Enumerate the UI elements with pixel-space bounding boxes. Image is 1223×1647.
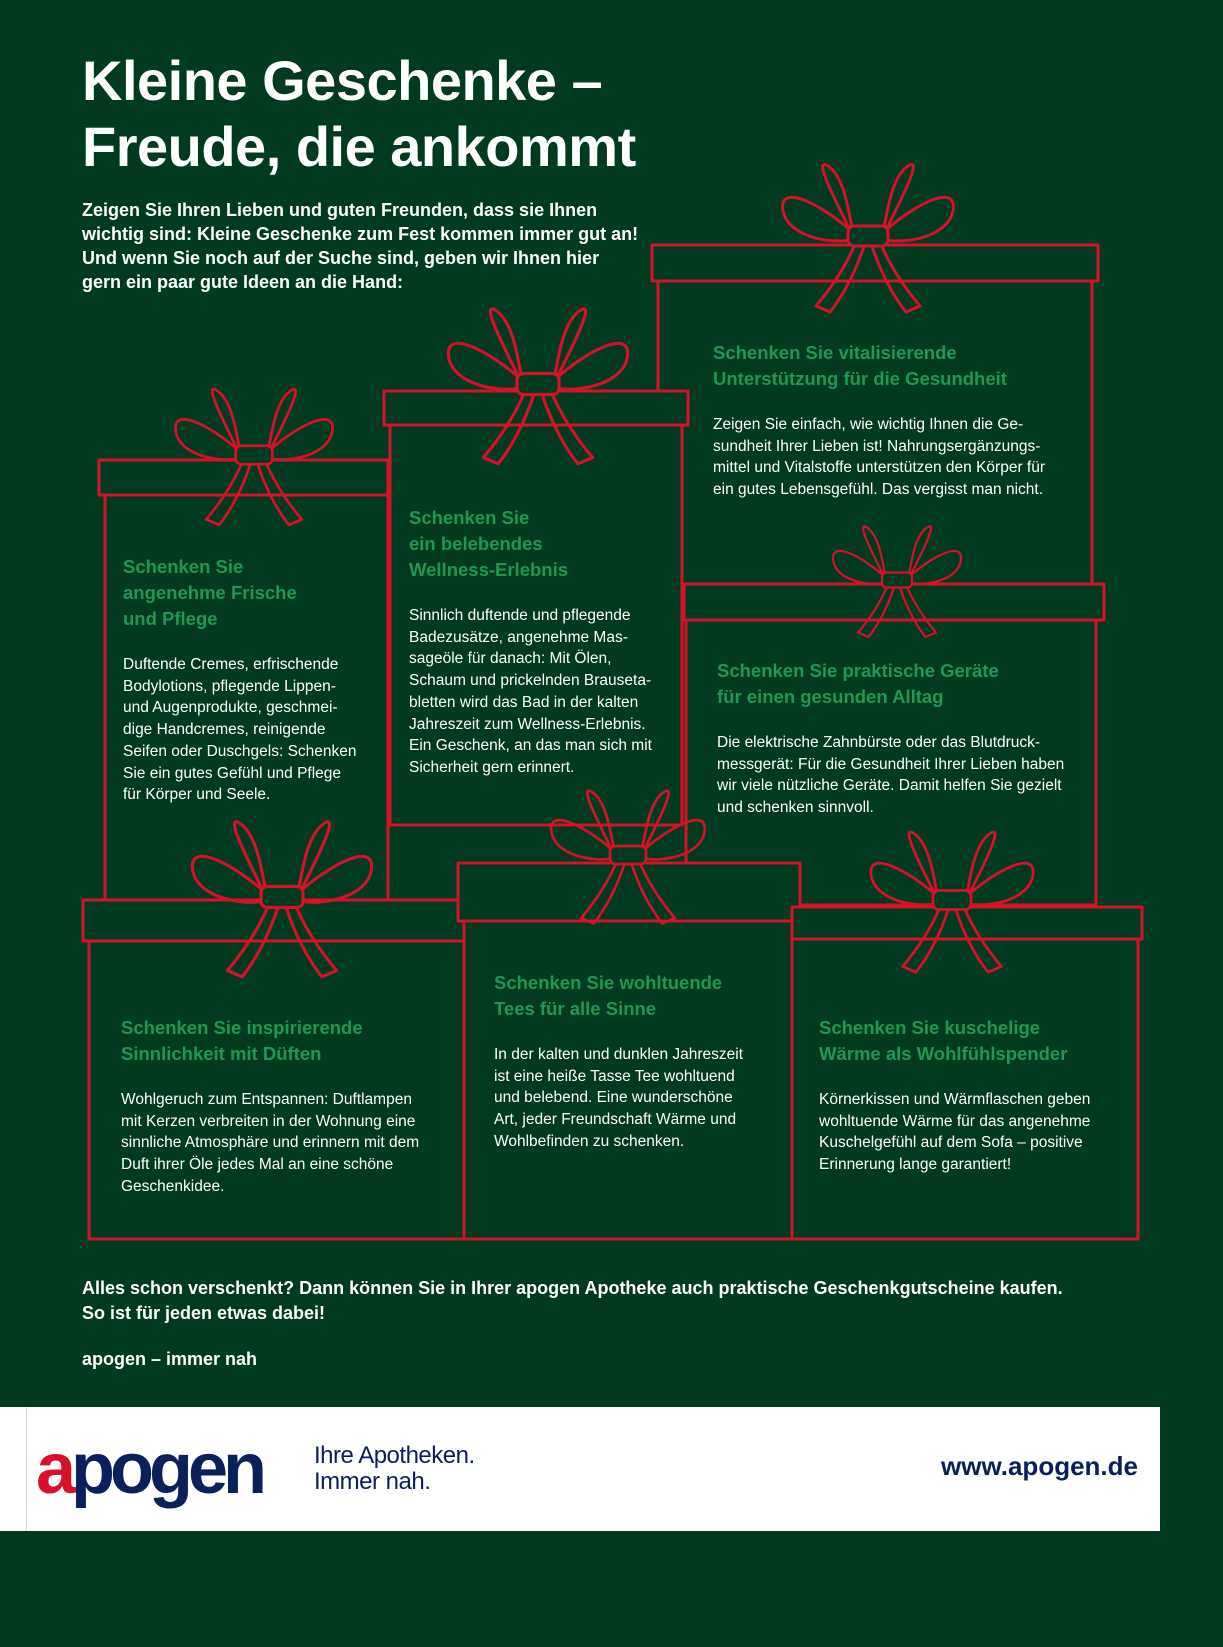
text-line: Ein Geschenk, an das man sich mit (409, 737, 652, 755)
gift-text (717, 732, 1117, 819)
gift-lid-outline (384, 391, 688, 425)
heading-line: Schenken Sie kuschelige (819, 1017, 1041, 1038)
gift-heading (819, 1015, 1149, 1067)
title-line-1: Kleine Geschenke – (82, 49, 603, 112)
gift-geraete (717, 658, 1117, 819)
tagline-line: Immer nah. (314, 1468, 431, 1495)
text-line: sageöle für danach: Mit Ölen, (409, 650, 612, 668)
text-line: mittel und Vitalstoffe unterstützen den Körper für (713, 459, 1046, 477)
heading-line: angenehme Frische (123, 582, 297, 603)
text-line: Zeigen Sie einfach, wie wichtig Ihnen die Ge- (713, 416, 1024, 433)
bow-loop (271, 419, 333, 459)
text-line: ist eine heiße Tasse Tee wohltuend (494, 1067, 735, 1085)
text-line: sundheit Ihrer Lieben ist! Nahrungsergänzungs- (713, 437, 1041, 455)
text-line: Kuschelgefühl auf dem Sofa – positive (819, 1134, 1083, 1152)
text-line: ein gutes Lebensgefühl. Das vergisst man nicht. (713, 481, 1043, 499)
bow-knot (848, 226, 888, 246)
heading-line: Sinnlichkeit mit Düften (121, 1043, 322, 1064)
gift-text (494, 1044, 784, 1153)
bow-loop (175, 419, 237, 459)
voucher-line: Alles schon verschenkt? Dann können Sie in Ihrer apogen Apotheke auch praktische Geschenkgutscheine kaufen. (82, 1278, 1063, 1298)
brand-banner (0, 1407, 1160, 1531)
voucher-line: So ist für jeden etwas dabei! (82, 1303, 326, 1323)
bow-knot (236, 446, 273, 464)
heading-line: Schenken Sie wohltuende (494, 972, 723, 993)
text-line: Duft ihrer Öle jedes Mal an eine schöne (121, 1156, 394, 1174)
gift-text (121, 1089, 451, 1198)
text-line: Duftende Cremes, erfrischende (123, 656, 339, 673)
title-line-2: Freude, die ankommt (82, 115, 636, 178)
gift-text (409, 605, 679, 779)
gift-waerme (819, 1015, 1149, 1176)
text-line: Seifen oder Duschgels: Schenken (123, 742, 357, 760)
heading-line: Schenken Sie (409, 507, 530, 528)
text-line: dige Handcremes, reinigende (123, 721, 326, 739)
gift-heading (121, 1015, 451, 1067)
gift-lid-outline (458, 863, 800, 921)
text-line: Jahreszeit zum Wellness-Erlebnis. (409, 715, 646, 733)
heading-line: Schenken Sie inspirierende (121, 1017, 363, 1038)
bow-loop (886, 197, 953, 241)
heading-line: und Pflege (123, 608, 218, 629)
intro-text: Zeigen Sie Ihren Lieben und guten Freunden, dass sie Ihnen wichtig sind: Kleine Geschenke zum Fest kommen immer gut an! Und wenn Sie noch auf der Suche sind, geben wir Ihnen hier gern ein paar gute Ideen an die Hand: (82, 200, 639, 292)
bow-knot (610, 846, 646, 864)
bow-loop (557, 343, 628, 389)
gift-vitalstoffe (713, 340, 1113, 501)
heading-line: Wärme als Wohlfühlspender (819, 1043, 1068, 1064)
heading-line: Schenken Sie praktische Geräte (717, 660, 999, 681)
text-line: für Körper und Seele. (123, 786, 271, 804)
tagline-line: Ihre Apotheken. (314, 1442, 475, 1469)
text-line: Sie ein gutes Gefühl und Pflege (123, 764, 342, 782)
text-line: sinnliche Atmosphäre und erinnern mit dem (121, 1134, 420, 1152)
text-line: mit Kerzen verbreiten in der Wohnung eine (121, 1112, 416, 1130)
text-line: wohltuende Wärme für das angenehme (819, 1112, 1091, 1130)
text-line: Erinnerung lange garantiert! (819, 1156, 1012, 1174)
text-line: und belebend. Eine wunderschöne (494, 1089, 733, 1107)
brand-tagline (314, 1443, 475, 1495)
gift-heading (494, 970, 784, 1022)
logo-letter-a: a (36, 1429, 72, 1509)
text-line: messgerät: Für die Gesundheit Ihrer Lieben haben (717, 755, 1065, 773)
gift-heading (409, 505, 679, 583)
website-link[interactable]: www.apogen.de (941, 1451, 1138, 1481)
gift-text (819, 1089, 1149, 1176)
heading-line: Schenken Sie vitalisierende (713, 342, 957, 363)
heading-line: für einen gesunden Alltag (717, 686, 944, 707)
text-line: Körnerkissen und Wärmflaschen geben (819, 1091, 1091, 1108)
page-title (82, 48, 636, 180)
text-line: Sinnlich duftende und pflegende (409, 607, 631, 624)
gift-text (713, 414, 1113, 501)
heading-line: ein belebendes (409, 533, 543, 554)
logo-wordmark: pogen (71, 1429, 263, 1509)
bow-loop (448, 343, 519, 389)
heading-line: Unterstützung für die Gesundheit (713, 368, 1007, 389)
gift-text (123, 654, 388, 806)
apogen-logo (36, 1429, 262, 1509)
text-line: Badezusätze, angenehme Mas- (409, 628, 628, 646)
text-line: Art, jeder Freundschaft Wärme und (494, 1111, 737, 1129)
text-line: Geschenkidee. (121, 1177, 225, 1195)
text-line: Die elektrische Zahnbürste oder das Blutdruck- (717, 734, 1041, 751)
text-line: Wohlbefinden zu schenken. (494, 1132, 685, 1150)
text-line: bletten wird das Bad in der kalten (409, 693, 639, 711)
bow-knot (933, 891, 971, 910)
claim: apogen – immer nah (82, 1349, 258, 1369)
gift-duefte (121, 1015, 451, 1198)
text-line: und Augenprodukte, geschmei- (123, 699, 338, 717)
text-line: Bodylotions, pflegende Lippen- (123, 677, 336, 695)
gift-pflege (123, 554, 388, 806)
text-line: In der kalten und dunklen Jahreszeit (494, 1046, 744, 1063)
gift-heading (717, 658, 1117, 710)
heading-line: Tees für alle Sinne (494, 998, 657, 1019)
gift-tees (494, 970, 784, 1153)
bow-knot (517, 374, 559, 395)
text-line: wir viele nützliche Geräte. Damit helfen Sie gezielt (717, 777, 1062, 795)
bow-loop (783, 197, 850, 241)
voucher-note (82, 1276, 1182, 1326)
banner-divider (26, 1407, 27, 1531)
gift-wellness (409, 505, 679, 779)
heading-line: Wellness-Erlebnis (409, 559, 569, 580)
text-line: Schaum und prickelnden Brauseta- (409, 672, 652, 690)
text-line: Sicherheit gern erinnert. (409, 758, 575, 776)
gift-heading (713, 340, 1113, 392)
text-line: und schenken sinnvoll. (717, 799, 874, 817)
gift-heading (123, 554, 388, 632)
bow-knot (882, 573, 912, 588)
heading-line: Schenken Sie (123, 556, 244, 577)
bow-knot (261, 887, 303, 908)
text-line: Wohlgeruch zum Entspannen: Duftlampen (121, 1091, 412, 1108)
